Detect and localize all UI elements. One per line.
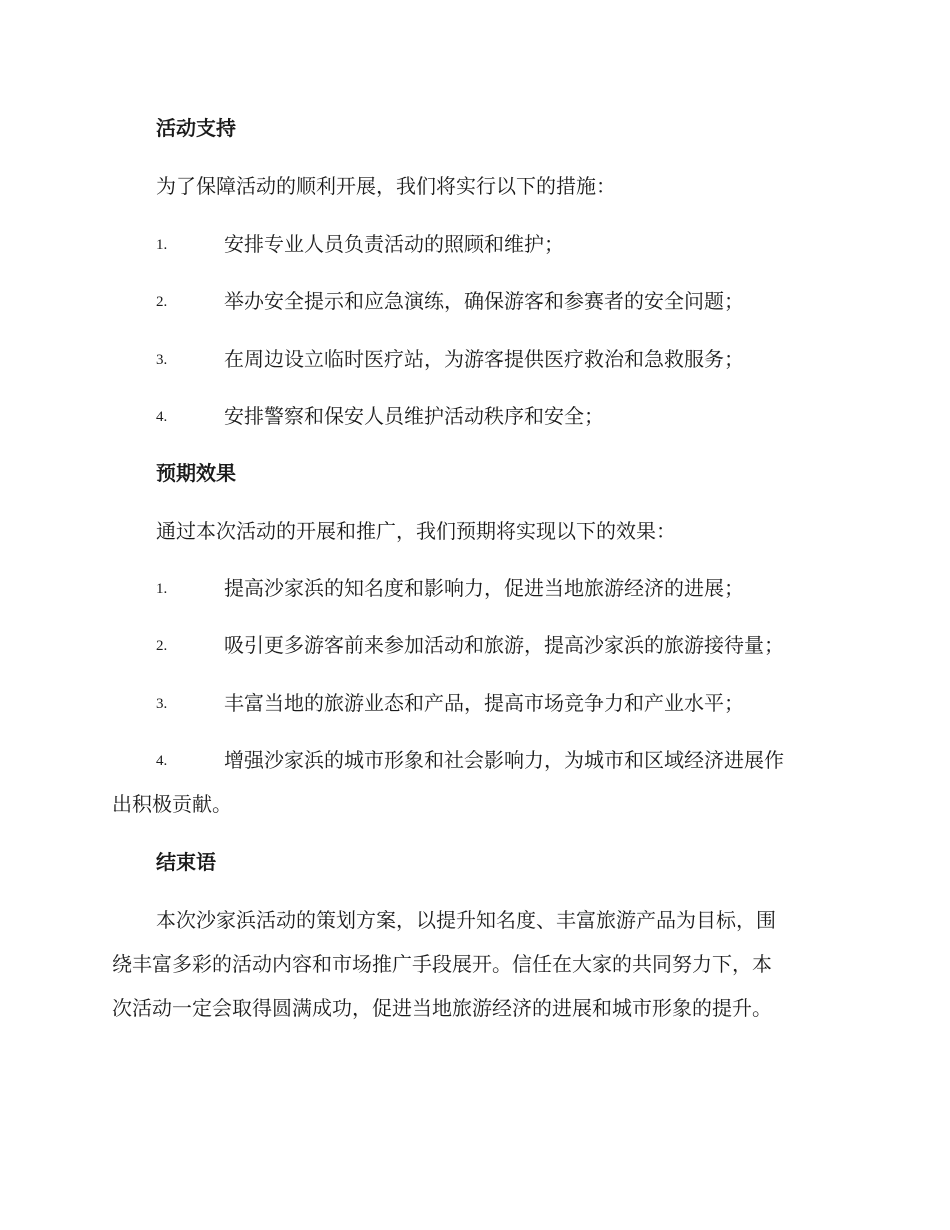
list-number: 1. — [156, 237, 168, 253]
list-number: 4. — [156, 409, 168, 425]
list-text: 增强沙家浜的城市形象和社会影响力，为城市和区域经济进展作 — [224, 748, 784, 772]
list-number: 3. — [156, 352, 168, 368]
section-intro: 通过本次活动的开展和推广，我们预期将实现以下的效果： — [156, 519, 676, 543]
paragraph-line: 绕丰富多彩的活动内容和市场推广手段展开。信任在大家的共同努力下，本 — [112, 952, 772, 976]
list-item-continuation: 出积极贡献。 — [112, 792, 232, 816]
section-intro: 为了保障活动的顺利开展，我们将实行以下的措施： — [156, 174, 616, 198]
paragraph-line: 本次沙家浜活动的策划方案，以提升知名度、丰富旅游产品为目标，围 — [156, 908, 776, 932]
section-heading-expected-effects: 预期效果 — [156, 461, 236, 485]
list-number: 1. — [156, 581, 168, 597]
paragraph-line: 次活动一定会取得圆满成功，促进当地旅游经济的进展和城市形象的提升。 — [112, 996, 772, 1020]
list-number: 2. — [156, 638, 168, 654]
list-text: 安排专业人员负责活动的照顾和维护； — [224, 232, 564, 256]
list-number: 2. — [156, 294, 168, 310]
list-text: 举办安全提示和应急演练，确保游客和参赛者的安全问题； — [224, 289, 744, 313]
list-text: 在周边设立临时医疗站，为游客提供医疗救治和急救服务； — [224, 347, 744, 371]
list-text: 提高沙家浜的知名度和影响力，促进当地旅游经济的进展； — [224, 576, 744, 600]
section-heading-conclusion: 结束语 — [156, 850, 216, 874]
list-text: 安排警察和保安人员维护活动秩序和安全； — [224, 404, 604, 428]
list-number: 4. — [156, 753, 168, 769]
list-number: 3. — [156, 696, 168, 712]
section-heading-activity-support: 活动支持 — [156, 116, 236, 140]
list-text: 丰富当地的旅游业态和产品，提高市场竞争力和产业水平； — [224, 691, 744, 715]
list-text: 吸引更多游客前来参加活动和旅游，提高沙家浜的旅游接待量； — [224, 633, 784, 657]
